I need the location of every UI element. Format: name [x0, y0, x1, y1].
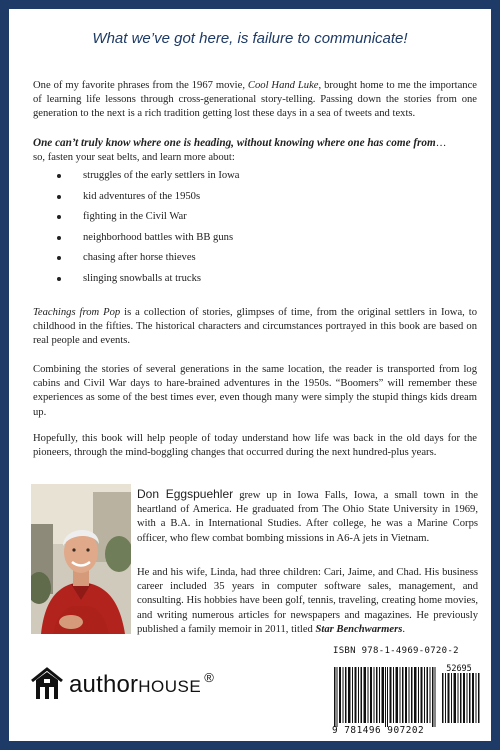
- barcode-digits: 9 781496 907202: [332, 725, 425, 736]
- description-paragraph-2: Combining the stories of several generations in the same location, the reader is transported from log cabins and Civil War days to hare-brained adventures in the 1950s. “Boomers” will remember these experiences as some of the best times ever, even though many were simply the stupid things kids dream up.: [33, 364, 477, 418]
- isbn-label: ISBN 978-1-4969-0720-2: [333, 646, 459, 656]
- tagline: What we’ve got here, is failure to communicate!: [92, 30, 408, 47]
- topics-list: [57, 169, 240, 293]
- isbn-barcode-icon: [332, 663, 482, 727]
- author-photo: [31, 484, 131, 634]
- list-item-text: slinging snowballs at trucks: [83, 272, 201, 284]
- list-item-text: neighborhood battles with BB guns: [83, 231, 234, 243]
- publisher-name-part1: author: [69, 671, 139, 698]
- list-item: [57, 272, 240, 293]
- publisher-house-icon: [31, 667, 63, 701]
- publisher-name: [69, 670, 214, 699]
- bullet-icon: [57, 236, 61, 240]
- intro-text-start: One of my favorite phrases from the 1967 movie,: [33, 80, 248, 91]
- bio-period: .: [402, 623, 405, 635]
- author-portrait-icon: [31, 484, 131, 634]
- intro-paragraph: [33, 79, 477, 122]
- author-bio-2-text: He and his wife, Linda, had three children: Cari, Jaime, and Chad. His business career included 35 years in computer software sales, management, and consulting. His hobbies have been golf, tennis, traveling, creating home movies, and writing numerous articles for newspapers and magazines. He previously published a family memoir in 2011, titled: [137, 567, 478, 635]
- lead-ellipsis: …: [435, 138, 447, 149]
- registered-mark: ®: [204, 670, 215, 685]
- author-bio-2: [137, 566, 478, 637]
- bullet-icon: [57, 277, 61, 281]
- author-bio-1: [137, 487, 478, 546]
- list-item: [57, 169, 240, 190]
- list-item: [57, 251, 240, 272]
- list-item-text: kid adventures of the 1950s: [83, 190, 201, 202]
- bullet-icon: [57, 174, 61, 178]
- lead-paragraph: [33, 136, 477, 165]
- list-item: [57, 210, 240, 231]
- author-bio-1-text: grew up in Iowa Falls, Iowa, a small town in the heartland of America. He graduated from The Ohio State University in 1969, with a B.A. in International Studies. After college, he was a Marine Corps officer, who flew combat bombing missions in A6-A jets in Vietnam.: [137, 490, 479, 544]
- publisher-logo: [31, 665, 231, 705]
- intro-text-end: , brought home to me the importance of learning life lessons through cross-generational story-telling. Passing down the stories from one generation to the next is a rich tradition getting lost these days in a sea of tweets and texts.: [33, 80, 477, 120]
- price-barcode: [442, 673, 480, 723]
- description-1-text: is a collection of stories, glimpses of time, from the original settlers in Iowa, to childhood in the fifties. The historical characters and circumstances portrayed in this book are based on real people and events.: [33, 307, 477, 347]
- list-item-text: struggles of the early settlers in Iowa: [83, 170, 240, 181]
- publisher-name-part2: HOUSE: [138, 677, 202, 696]
- bullet-icon: [57, 195, 61, 199]
- bullet-icon: [57, 215, 61, 219]
- list-item-text: fighting in the Civil War: [83, 211, 187, 223]
- lead-rest: so, fasten your seat belts, and learn more about:: [33, 152, 235, 164]
- bullet-icon: [57, 256, 61, 260]
- author-name: Don Eggspuehler: [137, 487, 234, 501]
- list-item: [57, 231, 240, 252]
- list-item-text: chasing after horse thieves: [83, 252, 196, 264]
- description-paragraph-1: [33, 306, 477, 349]
- back-cover-page: [9, 9, 491, 741]
- memoir-title: Star Benchwarmers: [315, 623, 403, 635]
- book-title: Teachings from Pop: [33, 307, 121, 318]
- lead-quote: One can’t truly know where one is heading, without knowing where one has come from: [33, 137, 436, 149]
- list-item: [57, 190, 240, 211]
- movie-title: Cool Hand Luke: [247, 80, 319, 91]
- description-paragraph-3: Hopefully, this book will help people of today understand how life was back in the old days for the pioneers, through the mind-boggling changes that occurred during the next hundred-plus years.: [33, 433, 477, 459]
- price-code: 52695: [446, 664, 472, 674]
